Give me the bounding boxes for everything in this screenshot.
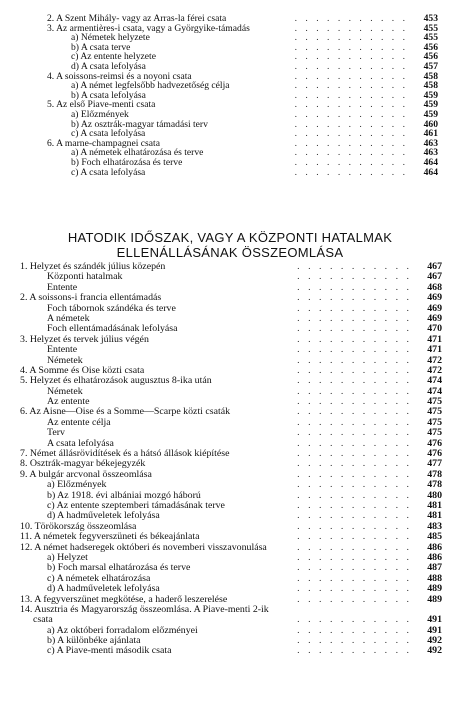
toc-entry-title: d) A hadműveletek lefolyása: [47, 510, 160, 522]
toc-entry-title: A csata lefolyása: [47, 437, 114, 449]
dot-leader: . . . . . . . . . . .: [297, 334, 412, 345]
toc-entry-page-number: 475: [427, 396, 442, 408]
toc-entry-page-number: 489: [427, 583, 442, 595]
toc-entry-page-number: 475: [427, 406, 442, 418]
dot-leader: . . . . . . . . . . .: [297, 625, 412, 636]
toc-entry-page-number: 456: [423, 51, 438, 63]
toc-entry: [0, 158, 460, 168]
toc-entry-title: csata: [33, 614, 53, 626]
toc-entry-title: c) Az entente szeptemberi támadásának terve: [47, 499, 225, 511]
toc-entry-title: a) A németek elhatározása és terve: [71, 147, 204, 159]
toc-entry-page-number: 492: [427, 635, 442, 647]
dot-leader: . . . . . . . . . . .: [297, 262, 412, 272]
toc-entry-page-number: 463: [423, 137, 438, 149]
toc-entry-page-number: 463: [423, 147, 438, 159]
toc-entry-page-number: 481: [427, 499, 442, 511]
toc-entry-page-number: 458: [423, 80, 438, 92]
toc-entry: [0, 418, 460, 428]
toc-entry-page-number: 459: [423, 108, 438, 120]
toc-entry-page-number: 478: [427, 468, 442, 480]
toc-entry-title: 6. Az Aisne—Oise és a Somme—Scarpe közti csaták: [20, 406, 231, 418]
toc-entry-page-number: 453: [423, 13, 438, 24]
toc-entry-page-number: 475: [427, 416, 442, 428]
dot-leader: . . . . . . . . . . .: [294, 119, 408, 130]
toc-entry: [0, 81, 460, 91]
dot-leader: . . . . . . . . . . .: [297, 272, 412, 283]
toc-entry: [0, 646, 460, 656]
toc-entry-title: Foch ellentámadásának lefolyása: [47, 323, 178, 335]
toc-entry-page-number: 476: [427, 437, 442, 449]
toc-entry-page-number: 469: [427, 312, 442, 324]
toc-entry-title: Entente: [47, 344, 78, 356]
toc-entry: [0, 293, 460, 303]
toc-entry: [0, 345, 460, 355]
toc-entry-title: c) A németek elhatározása: [47, 572, 151, 584]
toc-entry-page-number: 471: [427, 344, 442, 356]
toc-entry-page-number: 488: [427, 572, 442, 584]
toc-entry-title: 1. Helyzet és szándék július közepén: [20, 261, 166, 272]
toc-entry: [0, 168, 460, 178]
toc-entry-title: b) Az osztrák-magyar támadási terv: [71, 118, 208, 130]
dot-leader: . . . . . . . . . . .: [297, 376, 412, 387]
toc-entry-page-number: 460: [423, 118, 438, 130]
toc-entry-title: 8. Osztrák-magyar békejegyzék: [20, 458, 146, 470]
toc-entry-page-number: 476: [427, 448, 442, 460]
dot-leader: . . . . . . . . . . .: [297, 573, 412, 584]
toc-entry-title: 6. A marne-champagnei csata: [47, 137, 160, 149]
toc-entry: [0, 605, 460, 615]
toc-entry-title: a) Előzmények: [47, 479, 107, 491]
toc-entry-title: a) Németek helyzete: [71, 32, 150, 44]
toc-entry: [0, 120, 460, 130]
dot-leader: . . . . . . . . . . .: [297, 646, 412, 657]
toc-entry-title: 3. Az armentières-i csata, vagy a Györgyike-támadás: [47, 22, 250, 34]
toc-entry-page-number: 456: [423, 41, 438, 53]
toc-entry-page-number: 474: [427, 375, 442, 387]
dot-leader: . . . . . . . . . . .: [297, 615, 412, 626]
toc-entry-page-number: 459: [423, 99, 438, 111]
toc-entry-title: 14. Ausztria és Magyarország összeomlása. A Piave-menti 2-ik: [20, 603, 269, 615]
dot-leader: . . . . . . . . . . .: [297, 563, 412, 574]
dot-leader: . . . . . . . . . . .: [297, 552, 412, 563]
toc-entry-title: 10. Törökország összeomlása: [20, 520, 137, 532]
toc-entry-page-number: 481: [427, 510, 442, 522]
toc-entry-page-number: 467: [427, 271, 442, 283]
dot-leader: . . . . . . . . . . .: [297, 355, 412, 366]
toc-entry-title: Németek: [47, 354, 83, 366]
toc-entry-title: Központi hatalmak: [47, 271, 123, 283]
dot-leader: . . . . . . . . . . .: [297, 594, 412, 605]
dot-leader: . . . . . . . . . . .: [297, 469, 412, 480]
dot-leader: . . . . . . . . . . .: [297, 449, 412, 460]
dot-leader: . . . . . . . . . . .: [297, 438, 412, 449]
dot-leader: . . . . . . . . . . .: [294, 138, 408, 149]
toc-entry-page-number: 491: [427, 614, 442, 626]
toc-entry-title: c) A csata lefolyása: [71, 128, 146, 140]
toc-entry-page-number: 457: [423, 60, 438, 72]
toc-entry-title: c) Az entente helyzete: [71, 51, 156, 63]
dot-leader: . . . . . . . . . . .: [297, 303, 412, 314]
dot-leader: . . . . . . . . . . .: [294, 23, 408, 34]
toc-entry-page-number: 455: [423, 32, 438, 44]
dot-leader: . . . . . . . . . . .: [297, 542, 412, 553]
toc-entry: [0, 24, 460, 34]
toc-entry-title: 5. Az első Piave-menti csata: [47, 99, 156, 111]
toc-entry-title: 5. Helyzet és elhatározások augusztus 8-ika után: [20, 375, 212, 387]
toc-entry: [0, 532, 460, 542]
toc-entry-page-number: 486: [427, 541, 442, 553]
toc-entry-page-number: 472: [427, 354, 442, 366]
toc-entry-title: b) A különbéke ajánlata: [47, 635, 141, 647]
toc-entry-title: 7. Német állásrövidítések és a hátsó állások kiépítése: [20, 448, 230, 460]
dot-leader: . . . . . . . . . . .: [297, 293, 412, 304]
toc-entry-title: b) Foch marsal elhatározása és terve: [47, 562, 191, 574]
toc-entry: [0, 139, 460, 149]
toc-entry-title: a) Előzmények: [71, 108, 129, 120]
dot-leader: . . . . . . . . . . .: [297, 282, 412, 293]
toc-entry-title: 4. A soissons-reimsi és a noyoni csata: [47, 70, 192, 82]
dot-leader: . . . . . . . . . . .: [297, 584, 412, 595]
dot-leader: . . . . . . . . . . .: [297, 459, 412, 470]
toc-entry-page-number: 477: [427, 458, 442, 470]
dot-leader: . . . . . . . . . . .: [294, 167, 408, 178]
toc-entry-title: c) A Piave-menti második csata: [47, 645, 172, 657]
dot-leader: . . . . . . . . . . .: [294, 81, 408, 91]
toc-entry: [0, 43, 460, 53]
toc-entry-title: Németek: [47, 385, 83, 397]
chapter-heading: [0, 230, 460, 260]
toc-entry-title: 3. Helyzet és tervek július végén: [20, 333, 149, 345]
toc-entry-title: b) Az 1918. évi albániai mozgó háború: [47, 489, 201, 501]
toc-entry-title: 12. A német hadseregek októberi és novemberi visszavonulása: [20, 541, 267, 553]
dot-leader: . . . . . . . . . . .: [297, 636, 412, 647]
dot-leader: . . . . . . . . . . .: [294, 100, 408, 110]
toc-entry-title: a) A német legfelsőbb hadvezetőség célja: [71, 80, 230, 92]
toc-entry-title: d) A hadműveletek lefolyása: [47, 583, 160, 595]
toc-entry-page-number: 464: [423, 166, 438, 178]
toc-entry-title: Foch tábornok szándéka és terve: [47, 302, 176, 314]
dot-leader: . . . . . . . . . . .: [294, 148, 408, 158]
toc-section-sixth-period: [0, 262, 460, 657]
toc-entry-page-number: 464: [423, 156, 438, 168]
toc-entry-page-number: 483: [427, 520, 442, 532]
dot-leader: . . . . . . . . . . .: [294, 129, 408, 139]
toc-entry-page-number: 467: [427, 261, 442, 272]
toc-entry-title: d) A csata lefolyása: [71, 60, 146, 72]
toc-entry-title: b) A csata terve: [71, 41, 131, 53]
dot-leader: . . . . . . . . . . .: [297, 407, 412, 418]
dot-leader: . . . . . . . . . . .: [297, 386, 412, 397]
toc-entry-title: A németek: [47, 312, 90, 324]
toc-entry-title: Entente: [47, 281, 78, 293]
toc-entry-title: b) A csata lefolyása: [71, 89, 146, 101]
toc-entry-title: 13. A fegyverszünet megkötése, a haderő leszerelése: [20, 593, 228, 605]
toc-entry-title: a) Az októberi forradalom előzményei: [47, 624, 198, 636]
dot-leader: . . . . . . . . . . .: [297, 521, 412, 532]
dot-leader: . . . . . . . . . . .: [297, 428, 412, 439]
toc-entry-title: 4. A Somme és Oise közti csata: [20, 364, 145, 376]
toc-entry: [0, 33, 460, 43]
toc-entry-title: b) Foch elhatározása és terve: [71, 156, 183, 168]
toc-entry-title: 2. A soissons-i francia ellentámadás: [20, 292, 162, 304]
toc-entry: [0, 148, 460, 158]
toc-entry-title: Az entente célja: [47, 416, 111, 428]
chapter-heading-line-2: ELLENÁLLÁSÁNAK ÖSSZEOMLÁSA: [116, 245, 344, 260]
toc-entry-title: Az entente: [47, 396, 90, 408]
toc-entry-title: Terv: [47, 427, 65, 439]
dot-leader: . . . . . . . . . . .: [294, 14, 408, 24]
toc-entry: [0, 110, 460, 120]
toc-entry-page-number: 475: [427, 427, 442, 439]
toc-entry-page-number: 468: [427, 281, 442, 293]
dot-leader: . . . . . . . . . . .: [297, 500, 412, 511]
toc-entry-page-number: 459: [423, 89, 438, 101]
toc-entry-page-number: 470: [427, 323, 442, 335]
toc-entry: [0, 72, 460, 82]
dot-leader: . . . . . . . . . . .: [294, 157, 408, 168]
toc-entry-title: 2. A Szent Mihály- vagy az Arras-la férei csata: [47, 13, 227, 24]
toc-entry-page-number: 487: [427, 562, 442, 574]
dot-leader: . . . . . . . . . . .: [294, 42, 408, 53]
toc-entry-page-number: 461: [423, 128, 438, 140]
dot-leader: . . . . . . . . . . .: [297, 365, 412, 376]
toc-entry-page-number: 472: [427, 364, 442, 376]
toc-entry-page-number: 469: [427, 302, 442, 314]
toc-entry-page-number: 491: [427, 624, 442, 636]
dot-leader: . . . . . . . . . . .: [294, 33, 408, 43]
dot-leader: . . . . . . . . . . .: [297, 511, 412, 522]
dot-leader: . . . . . . . . . . .: [294, 109, 408, 120]
dot-leader: . . . . . . . . . . .: [297, 397, 412, 408]
toc-entry: [0, 584, 460, 594]
toc-entry: [0, 100, 460, 110]
toc-entry-page-number: 489: [427, 593, 442, 605]
toc-entry-title: 11. A németek fegyverszüneti és békeajánlata: [20, 531, 200, 543]
toc-section-previous-period: [0, 14, 460, 177]
dot-leader: . . . . . . . . . . .: [294, 61, 408, 72]
dot-leader: . . . . . . . . . . .: [297, 490, 412, 501]
chapter-heading-line-1: HATODIK IDŐSZAK, VAGY A KÖZPONTI HATALMAK: [67, 230, 393, 245]
dot-leader: . . . . . . . . . . .: [294, 71, 408, 82]
dot-leader: . . . . . . . . . . .: [297, 345, 412, 356]
dot-leader: . . . . . . . . . . .: [297, 324, 412, 335]
toc-entry-page-number: 485: [427, 531, 442, 543]
toc-entry: [0, 52, 460, 62]
toc-entry-title: 9. A bulgár arcvonal összeomlása: [20, 468, 152, 480]
toc-entry-title: a) Helyzet: [47, 551, 88, 563]
dot-leader: . . . . . . . . . . .: [297, 532, 412, 543]
toc-entry-page-number: 480: [427, 489, 442, 501]
dot-leader: . . . . . . . . . . .: [297, 313, 412, 324]
dot-leader: . . . . . . . . . . .: [297, 480, 412, 491]
toc-entry-page-number: 455: [423, 22, 438, 34]
toc-entry-page-number: 474: [427, 385, 442, 397]
toc-entry-title: c) A csata lefolyása: [71, 166, 146, 178]
toc-entry-page-number: 492: [427, 645, 442, 657]
toc-entry-page-number: 469: [427, 292, 442, 304]
toc-entry-page-number: 486: [427, 551, 442, 563]
toc-entry-page-number: 458: [423, 70, 438, 82]
dot-leader: . . . . . . . . . . .: [294, 90, 408, 101]
toc-entry-page-number: 478: [427, 479, 442, 491]
dot-leader: . . . . . . . . . . .: [297, 417, 412, 428]
toc-entry-page-number: 471: [427, 333, 442, 345]
dot-leader: . . . . . . . . . . .: [294, 52, 408, 62]
